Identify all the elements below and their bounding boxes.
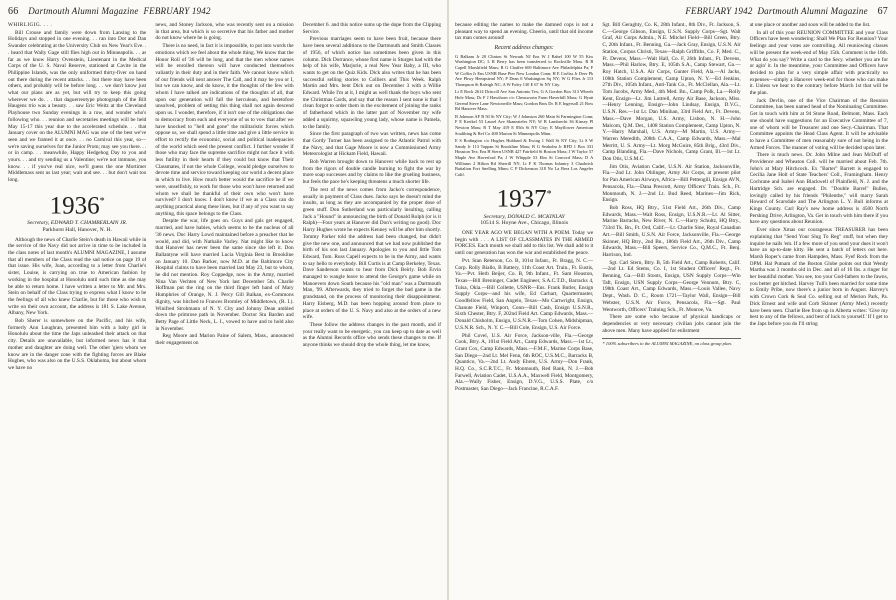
paragraph: Despite the war, life goes on. Guys and gals get engaged, married, and have babies, which seems to be the nucleus of all '36 news. Doc Harry Lowd maintained before a preacher that he would, and did, with Nathalie Varley. Nat might like to know that Hanover has never been the same since she left it. Don Ballantyne will have married Lucia Virginia Best in Brookline on January 10. Dan Barker, now M.D. at the Baltimore City Hospital claims to have been married last May 23, but to whom, he did not mention. Roy Coppedge, now in the Army, married Nina Van Vechten of New York last December 5th. Charlie Hoffman put the ring on the third finger left hand of Mary Humphries of Orange, N. J. Percy Gill Balkan, ex-Commons dignity, was hitched to Frances Bromley of Middletown, (R. I.). Winifred Strohmann of N. Y. City and Johnny Dean ambled down the primrose path in November. Doctor Stu Barden and Betty Page of Little Neck, L. I., vowed to have and to hold also in November.	[155, 218, 294, 332]
paragraph: news, and Stoney Jackson, who was recently sent on a mission in that area, but which is so secretive that his father and mother do not know where he is going.	[155, 22, 294, 42]
recent-address-heading: Recent address changes:	[494, 45, 554, 52]
paragraph: because editing the names to make the damned cops is not a pleasant way to spend an evening. Cheerio, until that old income tax man comes around!	[455, 22, 594, 42]
paragraph: Pvt. Stan Reterson, Co. B, 101st Infant., Ft. Bragg, N. C.—Corp. Rolly Biallo, B Battery, 11th Coast Art. Train., Ft. Eustis, Va.—Pvt. Herb Beijer, Co. B, 9th Infant., Ft. Sam Houston, Texas—Bill Breninger, Cadet Engineer, S.A.C.T.D., Barracks 4, Tulsa, Okla.—Bill Collette, USNR—Ens. Frank Butler, Ensign Supply Corps—and his wife, Ed Carhart, Quartermaster, Goodfellow Field, San Angelo, Texas—Mo Cartwright, Ensign, Chanute Field, Winport, Conn—Bill Cash, Ensign U.S.N.R., Sixth Chester, Btry. F, 202nd Field Art. Camp Edwards, Mass.—Donald Chisholm, Ensign, U.S.N.R.—Tom Cohen, Midshipman, U.S.N.R. Sch., N. Y. C.—Bill Cole, Ensign, U.S. Air Force.	[455, 257, 594, 331]
left-page-number: 66	[8, 6, 19, 17]
address-entry: Lt E Rock 2614 Driscoll Ave San Antonio Tex; G A Gordon Box 313 Wheels Hole Mass; Dr F J Hawthorn c/o Cheaswortn Farm Haverhill Mass; G Hyatt Gerend Steve Lane Newtonville Mass; Gordon Bros Dr. R E Ingersoll 21 Bow Rd Hanover Mass.	[455, 89, 594, 112]
address-entry: B Johnson AF B 50 St NY City; W J Johnston 260 Main St Farmington Conn; F E Kreikel 53 Laurel Ave Skaneateles NY; W B Lambrecht 36 Kinsey Pl Newton Mass; R T May 419 E 85th St NY City; E Mayflower American Soulthing & Ref Co 400 Marion St Minneapolis Minn.	[455, 113, 594, 136]
paragraph: Sgt. Bill Geraghty, Co. K, 28th Infant., 8th Div., Ft. Jackson, S. C.—George Gibson, Ensign, U.S.N. Supply Corps—Sgt. Walt Graf, Air Corps Admin., N.E. Mitchel Field—Bill Green, Btry. C, 20th Infant., Ft. Benning, Ga.—Jack Gray, Ensign, U.S.N. Air Station, Corpus Christi, Texas—Ralph Griffiths, Co. F, Med. C., Ft. Devens, Mass.—Walt Hall, Co. F, 26th Infant., Ft. Devens, Mass.—Phil Harlow, Btry. E, 105th S.A., Camp Stewart, Ga.—Roy Hatch, U.S.A. Air Corps, Gunter Field, Ala.—Al Jacks, 108th Station Complement, Camp Upton, N. Y.—Ed Jenkins, 27th Div., 105th Infant., Anti-Tank Co., Ft. McClellan, Ala.—Lt. Tom Jacobs, Army Med., 4th Med. Bn., Camp Polk, La.—Rolly Kent, Ensign—Lt. Jim Luttrell, Army Air Base, Jackson, Miss.—Henry Lenning, Ensign—John Lindsay, Ensign, D.V.G., U.S.N. Res.—1st Lt. Dan Minihan, 33rd Field Art., Ft. Devens, Mass.—Dave Morgan, U.S. Army, Lisbon, N. H.—John Malcom, Q.M. Det., 1408 Station Complement, Camp Upton, N. Y.—Harry Marshall, U.S. Army—M Martin, U.S. Army—Warren Meredith, 208th C.A.A., Camp Edwards, Mass.—Mal Merritt, U. S. Army—Lt. Morg McGuire, 85th Brig., 43rd Div., Camp Blanding, Fla.—Dave Nichols, Camp Grant, Ill.—1st Lt. Don Otis, U.S.M.C.	[602, 22, 741, 163]
right-columns	[455, 22, 888, 596]
left-running-head: Dartmouth Alumni Magazine	[28, 6, 139, 16]
paragraph: Jim Otis, Aviation Cadet, U.S.N. Air Station, Jacksonville, Fla.—2nd Lt. John Ohlinger, Army Air Corps, at present pilot for Pan American Airways, Africa—Bill Pettengill, Ensign AVN, Pensacola, Fla.—Dana Prescott, Army Officers' Train. Sch., Ft. Monmouth, N. J.—2nd Lt. Bud Reed, Marines—Jim Rick, Ensign.	[602, 163, 741, 204]
right-column-3	[750, 22, 888, 596]
right-page	[449, 0, 896, 600]
right-column-1	[455, 22, 593, 596]
right-issue: FEBRUARY 1942	[685, 6, 753, 16]
paragraph: There is no need, in fact it is impossible, to put into words the emotions which we feel about the whole thing. We know that the Honor Roll of '36 will be long, and that the men whose names will be enrolled thereon will have conducted themselves valiantly in their duty and in their faith. We cannot know which of our friends will next answer The Call, and it may be you or I, but we can know, and do know, it the thoughts of the few with whom I have talked are indications of the thoughts of all, that upon our generation will fall the herculean, and heretofore unsolved, problem of setting this thing shall not again descend upon us. I wonder, therefore, if it isn't one of the obligations due to democracy from each and everyone of us to vow that after we have knocked to "hell and gone" the militaristic forces which oppose us, we shall spend a little time and give a little service in effort to rectify the economic, social and political inadequacies of the world which seed the present conflict. I further wonder if those who may face the supreme sacrifice might not face it with less futility in their hearts if they could but know that Their Classmates, if not the whole College, would pledge ourselves to devote time and service toward keeping our world a decent place in which to live. How much better would the sacrifice be if we were, unselfishly, to work for those who won't have returned and whom we shall be thankful of their own who won't have survived? I don't know. I don't know if we as a Class can do anything practical along these lines, but if any of you want to say anything, this space belongs to the Class.	[155, 43, 294, 217]
paragraph: These follow the address changes in the past month, and if your really want to be energetic, you can keep up to date as well as the Alumni Records office who sends these changes to me. If anyone thinks we should drop the whole thing, let me know,	[302, 321, 441, 349]
right-page-number: 67	[877, 6, 888, 17]
left-column-2	[155, 22, 293, 596]
paragraph: Sgt. Carl Stern, Btry. B, 5th Field Art., Camp Roberts, Calif.—2nd Lt. Ed Stems, Co. I, 1st Student Officers' Regt., Ft. Benning, Ga.—Bill Stoots, Ensign, USN Supply Corps—Win Taft, Ensign, USN Supply Corps—George Vennum, Btry. C, 198th Coast Art., Camp Edwards, Mass.—Louis Vallee, Navy Dept., Wash. D. C., Room 1721—Taylor Wall, Ensign—Bill Webster, U.S.N. Air Force, Pensacola, Fla.—Sgt. Paul Wentworth, Officers' Training Sch., Ft. Monroe, Va.	[602, 259, 741, 313]
paragraph: ONE YEAR AGO WE BEGAN WITH A POEM. Today we begin with . . . A LIST OF CLASSMATES IN THE ARMED FORCES. Each month we shall add to this list. We shall add to it until our generation has won the war and established the peace.	[455, 230, 594, 257]
class-1936-secretary: Secretary, EDWARD T. CHAMBERLAIN JR.	[27, 220, 128, 227]
class-1937-address: 10514 S. Hoyne Ave., Chicago, Illinois	[480, 220, 568, 227]
right-column-2	[602, 22, 740, 596]
address-entry: E S Rodington c/o Hughes Hubbard & Ewing 1 Wall St NY City; Lt S W Sandy Jr 113 Tappan St Brookline Mass; B G Seaholm Jr RFD 1 Box 331 Houston Tex; Ens H Stern USNR 427 Fairfield St Boston Mass; J W Taylor 57 Maple Ave Haverford Pa; J W Whipple 53 Elm St Concord Mass; D A Williams 2 Hilton Rd Sherrill NY; Lt F K Thomas Infantry 3 Chadwick Battalion Fort Snelling Minn; C P Dickenson 318 No La Brea Los Angeles Calif.	[455, 138, 594, 177]
address-entry: G Balkam Jr 20 Clinton St Newark NJ Ens W J Babel 100 W 55 Kiw Washington DC; L R Berry has been transferred to Rockville Mass. R B Capell Marshfield Mass; R G Chaffee 669 Baltimore Ave Philadelphia Pa; F W Coffin Jr Ens USNR Base Pier New London Conn; H E Corliss Jr Deer Pk Ave Pkwy Hempstead NY; P Dean 6 Washington Sq NY; W G Flies Jr 113 Thompson St Raleigh NC; A W Foley 130 E 67 St NY City.	[455, 53, 594, 87]
paragraph: Jack Devlin, one of the Vice Chairman of the Reunion Committee, has been named head of the Nominating Committee. Get in touch with him at 94 Stone Road, Belmont, Mass. Each one should have suggestions for an Executive Committee of 7, one of whom will be Treasurer and one Secy.-Chairman. That Committee appoints the Head Class Agent. It will be advisable to have a Committee of men reasonably sure of not being in the Armed Forces. The manner of voting will be decided upon later.	[749, 97, 888, 151]
paragraph: Reg Moore and Marion Paine of Salem, Mass., announced their engagement on	[155, 333, 294, 347]
paragraph: Previous marriages seem to have been fruit, because there have been several additions to the Dartmouth and Smith Classes of 1956, of which notice has sometimes been given in this column. Dick Dorrance, whose first name is Sturges had with the help of his wife, Marjorie, a real New Year Baby, a III, who wants to get on the Quiz Kids. Dick also writes that he has been successful selling stories to Colliers and This Week. Ralph Martin and Mrs. bent Dick out on December 3 with a Willie Edward. While I'm at it, I might as well thank the boys who sent me Christmas Cards, and say that the reason I sent none is that I clean forgot to order them in the excitement of joining the ranks of fatherhood which in the latter part of November my wife added a squirmy, squawling young lady, whose name is Pamela, to the family.	[302, 36, 441, 130]
class-1936-heading	[8, 189, 146, 234]
class-1936-address: Parkhurst Hall, Hanover, N. H.	[42, 226, 112, 233]
paragraph: There are some who because of physical handicaps or dependencies or very necessary civilian jobs cannot join the above men. Many have applied for enlistment	[602, 314, 741, 334]
paragraph: Bob Ross, HQ Btry., 51st Field Art., 26th Div., Camp Edwards, Mass.—Walt Ross, Ensign, U.S.N.R.—Lt. Al Sitter, Marine Barracks, New River, N. C.—Harry Schultz, HQ Btry., 733rd Tk. Bn., Ft. Ord, Calif.—Lt. Charlie Sine, Royal Canadian Art.—Bill Smith, U.S.N. Air Force, Jacksonville, Fla.—George Skinner, HQ Btry., 2nd Bn., 186th Field Art., 26th Div., Camp Edwards, Mass.—Bill Speers, Service Co., Q.M.C., Ft. Benj. Harrison, Ind.	[602, 204, 741, 258]
paragraph: Since the first paragraph of two was written, news has come that Gordy Turner has been assigned to the Atlantic Patrol with the Navy, and that Gage Moore is now a Commissioned Army Meteorologist at Hickam Field, Hawaii.	[302, 131, 441, 158]
paragraph: at one place or another and soon will be added to the list.	[749, 22, 871, 28]
paragraph: Phil Covel, U.S. Air Force, Jackson-ville, Fla.—George Cook, Btry. A, 101st Field Art., Camp Edwards, Mass.—1st Lt., Grant Cox, Camp Edwards, Mass.—F.M.F., Marine Corps Base, San Diego—2nd Lt. Mel Fenn, 6th ROC, U.S.M.C., Barracks B, Quantico, Va.—2nd Lt. Andy Ehren, U.S. Army—Don Frank, H.Q. Co., S.C.R.T.C., Ft. Monmouth, Red Bank, N. J.—Bob Farwell, Aviation Cadet, U.S.A.A., Maxwell Field, Montgomery, Ala.—Wally Fisher, Ensign, D.V.G., U.S.S. Plate, c/o Postmaster, San Diego—Jack Francine, R.C.A.F.	[455, 332, 594, 393]
class-year-1936: 1936*	[49, 192, 105, 220]
paragraph: December 6. and this notice sums up the dope from the Clipping Service.	[302, 22, 441, 35]
paragraph: Bob Warren brought down to Hanover while back to rest up from the rigors of double candle burning to fight the war by more soap successes and by claims to like the grueling business, but feels the pace he's keeping threatens a much shorter life.	[302, 159, 441, 186]
paragraph: The rest of the news comes from Jacko's correspondence, usually in payment of Class dues. Jacko says he doesn't mind the insults, as long as they are accompanied by the proper dose of green stuff. Don Sutherland was particularly insulting, calling Jack a "Hound" in announcing the birth of Donald Rolph (or is it Ralph)—Four years at Hanover did Don's writing no good). Doc Harry Hughes wrote he expects Kenney will be after him shortly. Tommy Parker told the address had been changed, but didn't give the new one, and announced that we had now published the birth of his son last January. Apologies to you and little Tom Edward, Tom. Russ Capell expects to be in the Army, and wants to say hello to everybody. Bill Curtis is at Camp Berkeley, Texas. Dave Sanderson wants to hear from Dick Beirly. Bob Ervin managed to wangle leave to attend the George's game while on Manoevers down South because his "old man" was a Dartmouth Man, '99. Afterwards, they tried to forget the bad game in the grandstand, on the process of monitoring their disappointment. Harry Eisberg, M.D. has been hopping around from place to place at orders of the U. S. Navy and also at the orders of a new wife.	[302, 186, 441, 321]
paragraph: Bob Sherer is somewhere on the Pacific, and his wife, formerly Ann Loughran, presented him with a baby girl in Honolulu about the time the Japs unleashed their attack on that city. Details are unavailable, but informed news has it that mother and daughter are doing well. The other 'giers whom we know are in the danger zone with the fighting forces are Blake Hughes, who was also on the U.S.S. Oklahoma, but about whom we have no	[8, 318, 147, 371]
class-1937-secretary: Secretary, DONALD C. MCKINLAY	[483, 213, 565, 220]
whirligig-heading: WHIRLIGIG. . . .	[8, 22, 53, 28]
paragraph: There is much news. Dr. John Milne and Jean McDuff of Providence and Wheaton Coll. will be married about Feb. 7th. John's at Mary Hitchcock. Ex "Barter" Barrett is engaged to Cecilia Jane Holt of State Teachers' Coll., Framingham. Henry Cochrane and Isabel Ann Blackwell of Plainfield, N. J. and the Hartridge Sch. are engaged. Dr. "Double Barrel" Bullen, lovingly called by his friends "Philenthe," will marry Sarah Howard of Scarsdale and The Arlington L. Y. Bull informs at Kings County. Carl Ray's new home address is 4500 North Pershing Drive, Arlington, Va. Get in touch with him there if you have any questions about Reunion.	[749, 152, 888, 226]
left-columns	[8, 22, 441, 596]
left-column-1	[8, 22, 146, 596]
paragraph: In all of this your REUNION COMMITTEE and your Class Officers have been wondering: Shall We Plan For Reunion? Your feelings and your votes are controlling. All reuniowing classes will be present the week-end of May 15th. Comment is the 16th. What do you say? Write a card to the Secy. whether you are for or agin' it. In the meantime, your Committee and Officers have decided to plan for a very simple affair with practically no expenses—simply a Hanover week-end for those who can make it. Unless we hear to the contrary before March 1st that will be the plan.	[749, 29, 888, 97]
class-year-1937: 1937*	[496, 185, 552, 213]
paragraph: Bill Crouse and family were down from Lansing to the Holidays and stopped in one evening. . . ran into Dot and Dan Swander celebrating at the University Club on New Year's Eve. . . heard that Wally Gage still flies high out in Minneapolis. . . as far as we know Harry Ovenstein, Lieutenant in the Medical Corps of the U. S. Naval Reserve, stationed at Cavite in the Philippine Islands, was the only uniformed thirty-fiver on hand out there during the recent attacks. . . but there may have been others, and probably will be before long. . . we don't know just what our plans are as yet, but will try to keep this going wherever we do. . . that daguerreotype photograph of the Bill Haugens trio was a beauty. . . saw Eric Weitz at the Cleveland Playhouse two Sunday evenings in a row, and wonder who's following who. . . reunion and secretaries meetings will be held May 15-17 this year due to the accelerated schedule. . . that January cover on the ALUMNI MAG was one of the best we've seen and we framed it at once. . . no Carnival this year, so—we're saving ourselves for the Junior Prom; may see you there. . . or in camp. . . meanwhile, Happy Hedgehog Day to you and yours. . . and try sending us a Valentine; we're not immune, you know. . . if you've real nice, we'll guess the one Mortimer Middlemass sent us last year; wait and see. . . but don't wait too long.	[8, 29, 147, 184]
paragraph: Ever since Xmas our courageous TREASURER has been explaining that "Send Your Slug To Reg" stuff, but when they inquire he nails 'em. If a few more of you send your dues it won't have an up-to-date kitty. He sent a batch of letters out here. Marsh Roper's came from Hampden, Mass. Fyef Rock from the OPM. Hal Putnam of the Boston Globe points out that Wendy Martha was 3 months old in Dec. and all of 16 lbs. a ringer for her beautiful mother. You see, too your God-fathers to the fawns, you better get hitched. Harvey Tull's been married for some time to Emily Pribe, now there's a junior born in August. Harvey's with Crown Cork & Seal Co. selling out of Merion Park, Pa. Dick Ernest and wife and Corb Skinner (Army Med.) recently have been seen. Charlie Bee from up in Alberta writes: 'Give my best to any of the fellows, and best of luck to yourself.' If I get to the Japs before you do I'll string	[749, 227, 888, 327]
address-changes-list	[455, 54, 593, 177]
left-issue: FEBRUARY 1942	[143, 6, 211, 16]
footnote: * 100% subscribers to the ALUMNI MAGAZINE, on class group plan.	[602, 338, 740, 347]
right-page-header	[685, 6, 888, 17]
paragraph: Although the news of Charlie Stein's death in Hawaii while in the service of the Navy did not arrive in time to be included in the class notes of last month's ALUMNI MAGAZINE, I assume that all members of the Class read the sad notice on page 19 of that issue. His wife, Joan, according to a letter from Charlie's sister, Louise, is carrying on true to American fashion by working in the hospital at Honolulu until such time as she may be able to return home. I have written a letter to Mr. and Mrs. Stein on behalf of the Class trying to express what I know to be the feelings of all who knew Charlie, but for those who wish to write on their own account, the address is 181 S. Lake Avenue, Albany, New York.	[8, 236, 147, 317]
left-page	[0, 0, 447, 600]
class-1937-heading	[455, 182, 593, 227]
left-column-3	[303, 22, 441, 596]
right-running-head: Dartmouth Alumni Magazine	[757, 6, 868, 16]
left-page-header	[8, 6, 211, 17]
